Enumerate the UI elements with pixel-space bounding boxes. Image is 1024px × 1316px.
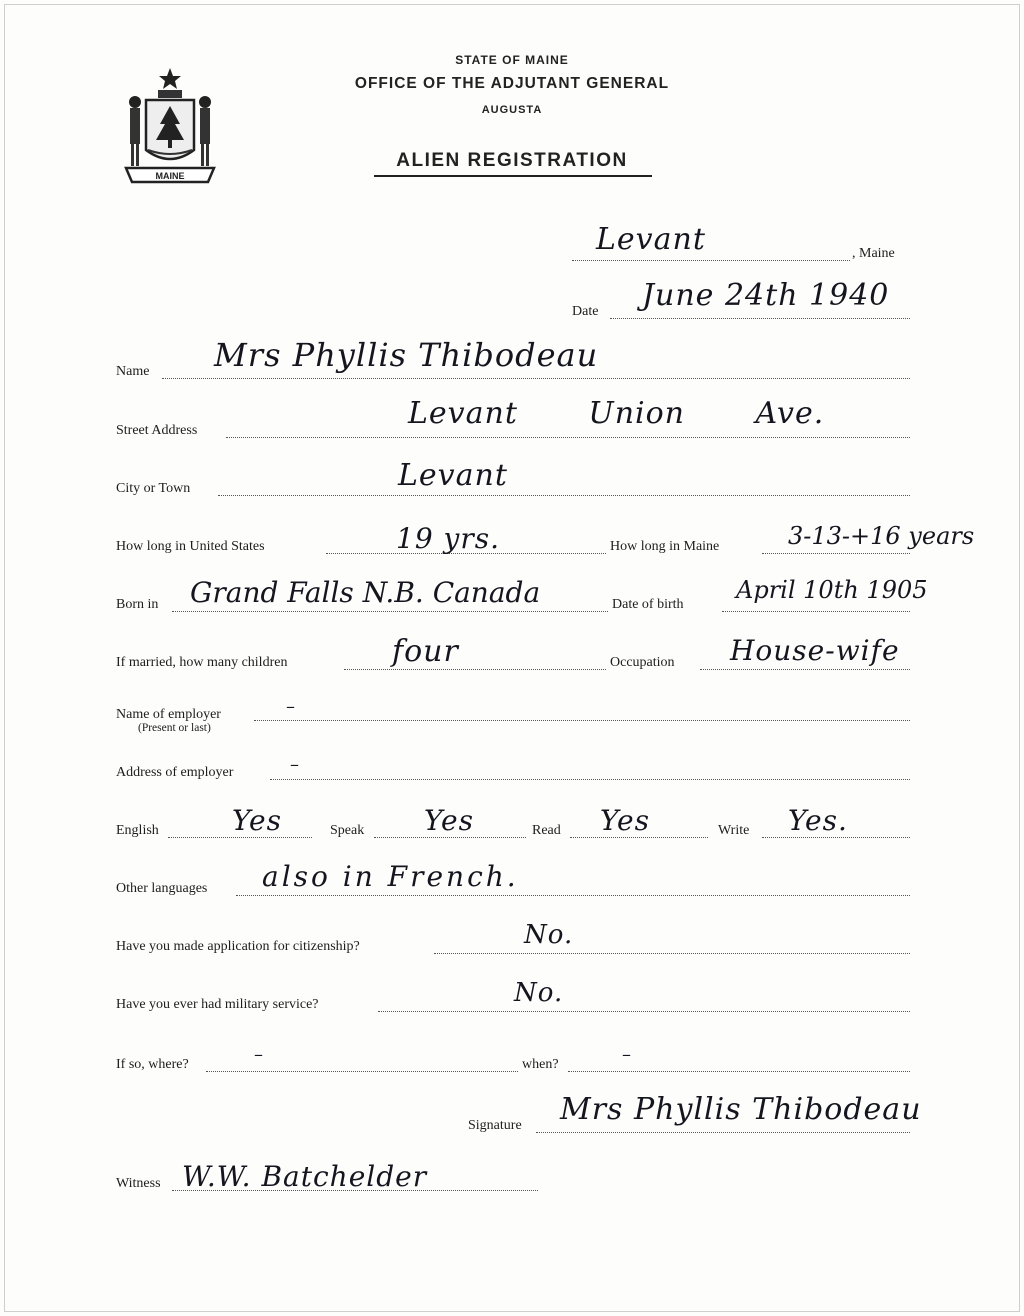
- military-entry: No.: [514, 978, 564, 1008]
- signature-label: Signature: [468, 1118, 522, 1133]
- date-label: Date: [572, 304, 599, 319]
- military-label: Have you ever had military service?: [116, 997, 319, 1012]
- town-suffix: , Maine: [852, 246, 895, 261]
- occupation-label: Occupation: [610, 655, 675, 670]
- speak-entry: Yes: [424, 804, 474, 837]
- how-long-us-label: How long in United States: [116, 539, 265, 554]
- born-in-line: [172, 611, 608, 612]
- date-entry: June 24th 1940: [642, 278, 890, 313]
- occupation-entry: House-wife: [730, 634, 900, 667]
- date-of-birth-line: [722, 611, 910, 612]
- citizenship-label: Have you made application for citizenship?: [116, 939, 360, 954]
- other-languages-label: Other languages: [116, 881, 208, 896]
- where-entry: –: [254, 1044, 264, 1065]
- employer-name-entry: –: [286, 696, 296, 717]
- city-or-town-label: City or Town: [116, 481, 191, 496]
- town-line: [572, 260, 850, 261]
- employer-name-line: [254, 720, 910, 721]
- seal-banner-text: MAINE: [155, 171, 185, 181]
- write-label: Write: [718, 823, 750, 838]
- employer-address-label: Address of employer: [116, 765, 234, 780]
- when-entry: –: [622, 1044, 632, 1065]
- employer-address-line: [270, 779, 910, 780]
- name-line: [162, 378, 910, 379]
- signature-entry: Mrs Phyllis Thibodeau: [560, 1092, 922, 1127]
- read-label: Read: [532, 823, 561, 838]
- header-office: OFFICE OF THE ADJUTANT GENERAL: [354, 75, 670, 92]
- witness-label: Witness: [116, 1176, 161, 1191]
- date-line: [610, 318, 910, 319]
- children-entry: four: [392, 634, 459, 669]
- citizenship-line: [434, 953, 910, 954]
- write-line: [762, 837, 910, 838]
- street-address-entry: Levant Union Ave.: [408, 396, 825, 431]
- city-or-town-line: [218, 495, 910, 496]
- street-address-line: [226, 437, 910, 438]
- date-of-birth-label: Date of birth: [612, 597, 684, 612]
- employer-name-label: Name of employer: [116, 707, 221, 722]
- how-long-maine-entry: 3-13-+16 years: [788, 522, 975, 550]
- write-entry: Yes.: [788, 804, 848, 837]
- citizenship-entry: No.: [524, 920, 574, 950]
- speak-label: Speak: [330, 823, 365, 838]
- where-line: [206, 1071, 518, 1072]
- other-languages-line: [236, 895, 910, 896]
- name-entry: Mrs Phyllis Thibodeau: [214, 336, 599, 374]
- town-entry: Levant: [596, 222, 706, 257]
- how-long-us-entry: 19 yrs.: [396, 522, 501, 555]
- children-line: [344, 669, 606, 670]
- title-underline: [374, 175, 652, 177]
- city-or-town-entry: Levant: [398, 458, 508, 493]
- occupation-line: [700, 669, 910, 670]
- english-entry: Yes: [232, 804, 282, 837]
- born-in-entry: Grand Falls N.B. Canada: [190, 576, 541, 609]
- when-label: when?: [522, 1057, 559, 1072]
- form-title: ALIEN REGISTRATION: [396, 150, 628, 171]
- military-line: [378, 1011, 910, 1012]
- speak-line: [374, 837, 526, 838]
- born-in-label: Born in: [116, 597, 159, 612]
- when-line: [568, 1071, 910, 1072]
- other-languages-entry: also in French.: [262, 860, 519, 893]
- signature-line: [536, 1132, 910, 1133]
- witness-entry: W.W. Batchelder: [182, 1160, 428, 1193]
- how-long-maine-label: How long in Maine: [610, 539, 720, 554]
- employer-note: (Present or last): [138, 722, 211, 734]
- how-long-maine-line: [762, 553, 910, 554]
- employer-address-entry: –: [290, 754, 300, 775]
- date-of-birth-entry: April 10th 1905: [736, 576, 928, 604]
- where-label: If so, where?: [116, 1057, 189, 1072]
- header-state: STATE OF MAINE: [455, 53, 569, 67]
- read-entry: Yes: [600, 804, 650, 837]
- children-label: If married, how many children: [116, 655, 288, 670]
- read-line: [570, 837, 708, 838]
- header-city: AUGUSTA: [481, 104, 543, 116]
- english-line: [168, 837, 312, 838]
- name-label: Name: [116, 364, 150, 379]
- english-label: English: [116, 823, 159, 838]
- street-address-label: Street Address: [116, 423, 198, 438]
